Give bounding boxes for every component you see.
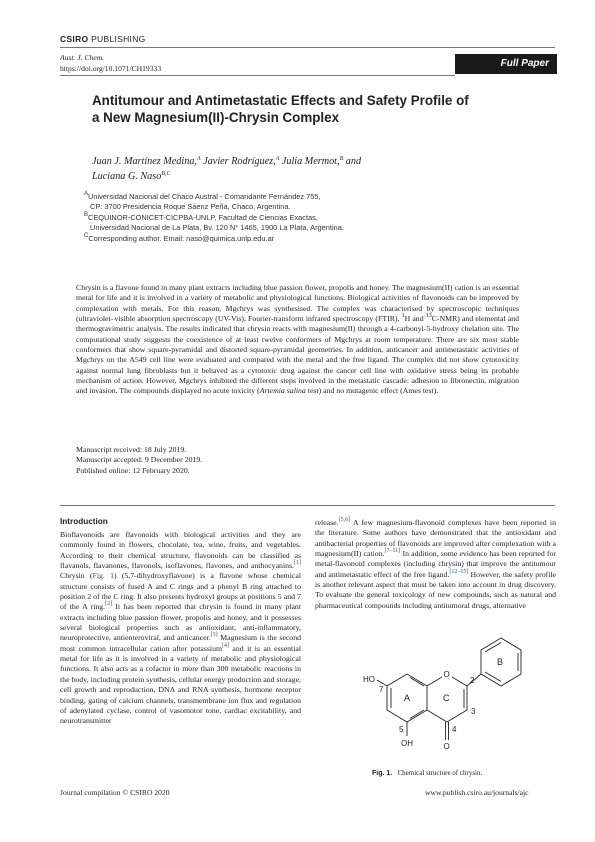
chrysin-structure-figure — [348, 628, 553, 770]
hydroxyl-7-label: HO — [363, 675, 375, 684]
header-rule — [60, 47, 555, 48]
abstract: Chrysin is a flavone found in many plant extracts including blue passion flower, propolis and honey. The magnesium(II) cation is an essential metal for life and it is involved in a variety of metabolic and physiological functions. Biological activities of flavonoids can be improved by complexation with metals. For this reason, Mgchrys was synthesised. The complex was characterised by spectroscopic techniques (ultraviolet–visible absorption spectroscopy (UV-Vis), Fourier-transform infrared spectroscopy (FTIR), $^1$H and $^{13}$C-NMR) and elemental and thermogravimetric analysis. The results indicated that chrysin reacts with magnesium(II) through a 4-carbonyl-5-hydroxy chelation site. The computational study suggests the coexistence of at least twelve conformers of Mgchrys at room temperature. There are six most stable conformers that show square-pyramidal and distorted square-pyramidal geometries. In addition, anticancer and antimetastatic activities of Mgchrys on the A549 cell line were evaluated and compared with the metal and the free ligand. The complex did not show cytotoxicity against normal lung fibroblasts but it behaved as a cytotoxic drug against the cancer cell line with oxidative stress being its probable mechanism of action. However, Mgchrys inhibited the different steps involved in the metastatic cascade: adhesion to fibronectin, migration and invasion. The compounds displayed no acute toxicity (Artemia salina test) and no mutagenic effect (Ames test). — [76, 283, 520, 396]
hydroxyl-5-label: OH — [401, 739, 413, 748]
figure-link[interactable]: Fig. 1 — [92, 571, 114, 581]
position-4-label: 4 — [452, 725, 457, 734]
citation-link[interactable]: [2] — [105, 601, 113, 608]
doi-link[interactable]: https://doi.org/10.1071/CH19333 — [60, 64, 162, 73]
position-2-label: 2 — [470, 676, 475, 685]
footer-journal-url[interactable]: www.publish.csiro.au/journals/ajc — [425, 788, 529, 797]
header-rule-2 — [60, 75, 455, 76]
citation-link[interactable]: [7–11] — [384, 548, 401, 555]
carbonyl-oxygen-label: O — [443, 742, 450, 751]
body-column-right: release.[5,6] A few magnesium-flavonoid complexes have been reported in the literature. Some authors have demonstrated that the antioxidant and antibacterial properties of flavonoids are improved after complexation with a magnesium(II) cation.[7–11] In addition, some evidence has been reported for metal-flavonoid complexes (including chrysin) that improve the antitumour and antimetastatic effect of the free ligand.[12–15] However, the safety profile is another relevant aspect that must be taken into account in drug discovery. To evaluate the general toxicology of new compounds, such as natural and pharmaceutical compounds including antitumoral drugs, alternative — [315, 517, 557, 610]
ring-a-label: A — [404, 693, 411, 703]
citation-link[interactable]: [1] — [294, 560, 301, 567]
affiliation-c: $^C$Corresponding author. Email: naso@quimica.unlp.edu.ar — [84, 232, 275, 243]
position-3-label: 3 — [471, 707, 476, 716]
citation-link[interactable]: [4] — [222, 642, 230, 649]
position-7-label: 7 — [379, 685, 384, 694]
journal-name: Aust. J. Chem. — [60, 53, 105, 62]
ring-oxygen-label: O — [443, 670, 450, 679]
citation-link[interactable]: [3] — [210, 632, 218, 639]
citation-link[interactable]: [12–15] — [449, 568, 469, 575]
manuscript-dates: Manuscript received: 18 July 2019. Manuscript accepted: 9 December 2019. Published online: 12 February 2020. — [76, 445, 203, 475]
ring-b-label: B — [497, 657, 504, 667]
affiliations — [84, 192, 504, 244]
publisher-name: CSIRO PUBLISHING — [60, 34, 146, 44]
body-column-left: Bioflavonoids are flavonoids with biological activities and they are commonly found in flowers, chocolate, tea, wine, fruits, and vegetables. According to their chemical structure, flavonoids can be classified as flavanols, flavanones, flavonols, isoflavones, flavones, and anthocyanins.[1] Chrysin (Fig. 1) (5,7-dihydroxyflavone) is a flavone whose chemical structure consists of fused A and C rings and a phenyl B ring attached to position 2 of the C ring. It also presents hydroxyl groups at positions 5 and 7 of the A ring.[2] It has been reported that chrysin is found in many plant extracts including blue passion flower, propolis and honey, and it possesses several biological properties such as antioxidant, anti-inflammatory, neuroprotective, antienteroviral, and anticancer.[3] Magnesium is the second most common intracellular cation after potassium[4] and it is an essential metal for life as it is involved in a variety of metabolic and physiological functions. It also acts as a cofactor in more than 300 metabolic reactions in the body, including protein synthesis, cellular energy production and storage, cell growth and reproduction, DNA and RNA synthesis, hormone receptor binding, gating of calcium channels, transmembrane ion flux and regulation of adenylated cyclase, control of vasomotor tone, cardiac excitability, and neurotransmitter — [60, 530, 301, 726]
section-heading-introduction: Introduction — [60, 517, 108, 526]
ring-c-label: C — [443, 693, 450, 703]
figure-caption: Fig. 1. Chemical structure of chrysin. — [372, 769, 483, 777]
article-title: Antitumour and Antimetastatic Effects and Safety Profile of a New Magnesium(II)-Chrysin Complex — [92, 93, 469, 125]
affiliation-b: $^B$CEQUINOR-CONICET-CICPBA-UNLP, Facultad de Ciencias Exactas, Universidad Nacional de La Plata, Bv. 120 N° 1465, 1900 La Plata, Argentina. — [84, 211, 344, 233]
author-list: Juan J. Martínez Medina,$^A$ Javier Rodríguez,$^A$ Julia Mermot,$^B$ and Luciana G. Naso$^{B,C}$ — [92, 156, 362, 182]
affiliation-a: $^A$Universidad Nacional del Chaco Austral - Comandante Fernández 755, CP: 3700 Presidencia Roque Sáenz Peña, Chaco, Argentina. — [84, 191, 321, 212]
citation-link[interactable]: [5,6] — [338, 517, 351, 523]
position-5-label: 5 — [399, 725, 404, 734]
footer-copyright: Journal compilation © CSIRO 2020 — [60, 788, 170, 797]
section-rule — [60, 505, 555, 506]
article-type-badge: Full Paper — [455, 54, 557, 74]
